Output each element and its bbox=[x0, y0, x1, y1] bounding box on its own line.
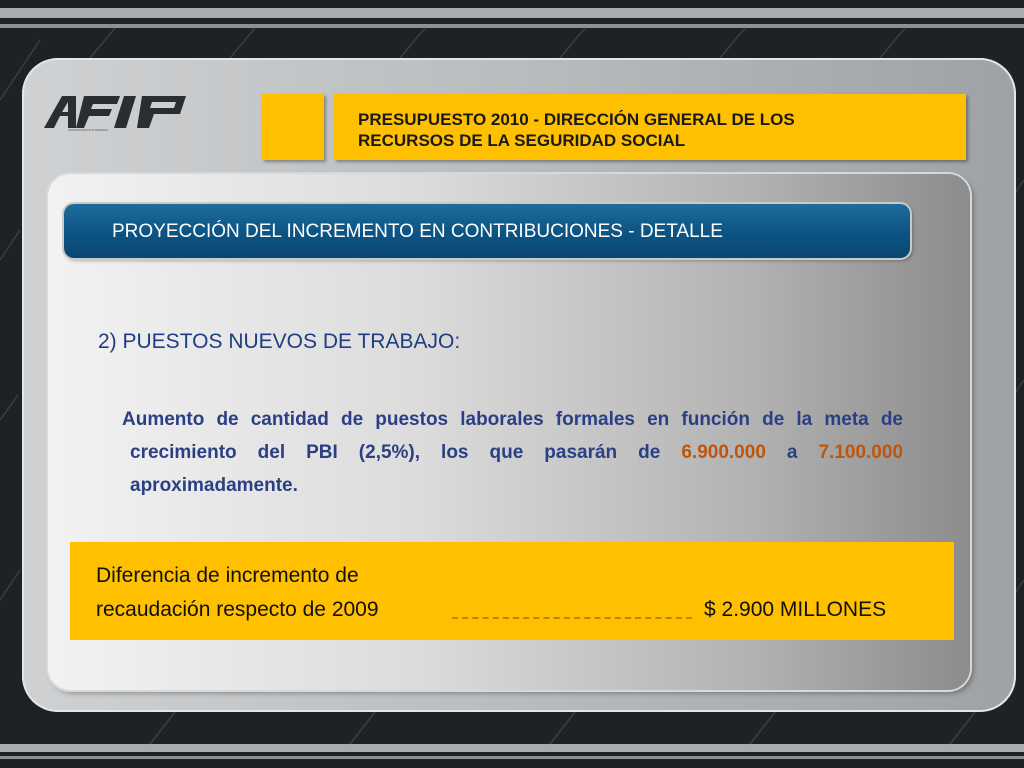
summary-label-line1: Diferencia de incremento de bbox=[96, 564, 359, 587]
value-from: 6.900.000 bbox=[681, 442, 766, 463]
paragraph-text-mid: a bbox=[765, 442, 819, 463]
page-title: PRESUPUESTO 2010 - DIRECCIÓN GENERAL DE LOS RECURSOS DE LA SEGURIDAD SOCIAL bbox=[358, 110, 795, 150]
summary-amount: $ 2.900 MILLONES bbox=[704, 598, 887, 621]
title-banner bbox=[334, 94, 966, 160]
value-to: 7.100.000 bbox=[818, 442, 904, 463]
paragraph-text-start: Aumento de cantidad de puestos laborales formales en función de la meta de crecimiento del PBI (2,5%), los que pasarán de bbox=[122, 409, 903, 463]
paragraph-text-end: aproximadamente. bbox=[130, 475, 298, 496]
subheading: 2) PUESTOS NUEVOS DE TRABAJO: bbox=[98, 330, 461, 353]
logo-subtitle: ADMINISTRACION FEDERAL bbox=[68, 128, 109, 132]
summary-box bbox=[70, 542, 954, 640]
section-header bbox=[64, 204, 910, 258]
leader-line bbox=[452, 617, 692, 619]
section-title: PROYECCIÓN DEL INCREMENTO EN CONTRIBUCIONES - DETALLE bbox=[112, 221, 723, 242]
title-accent-square bbox=[262, 94, 324, 160]
description-paragraph bbox=[122, 403, 904, 502]
summary-label-line2: recaudación respecto de 2009 bbox=[96, 598, 379, 621]
